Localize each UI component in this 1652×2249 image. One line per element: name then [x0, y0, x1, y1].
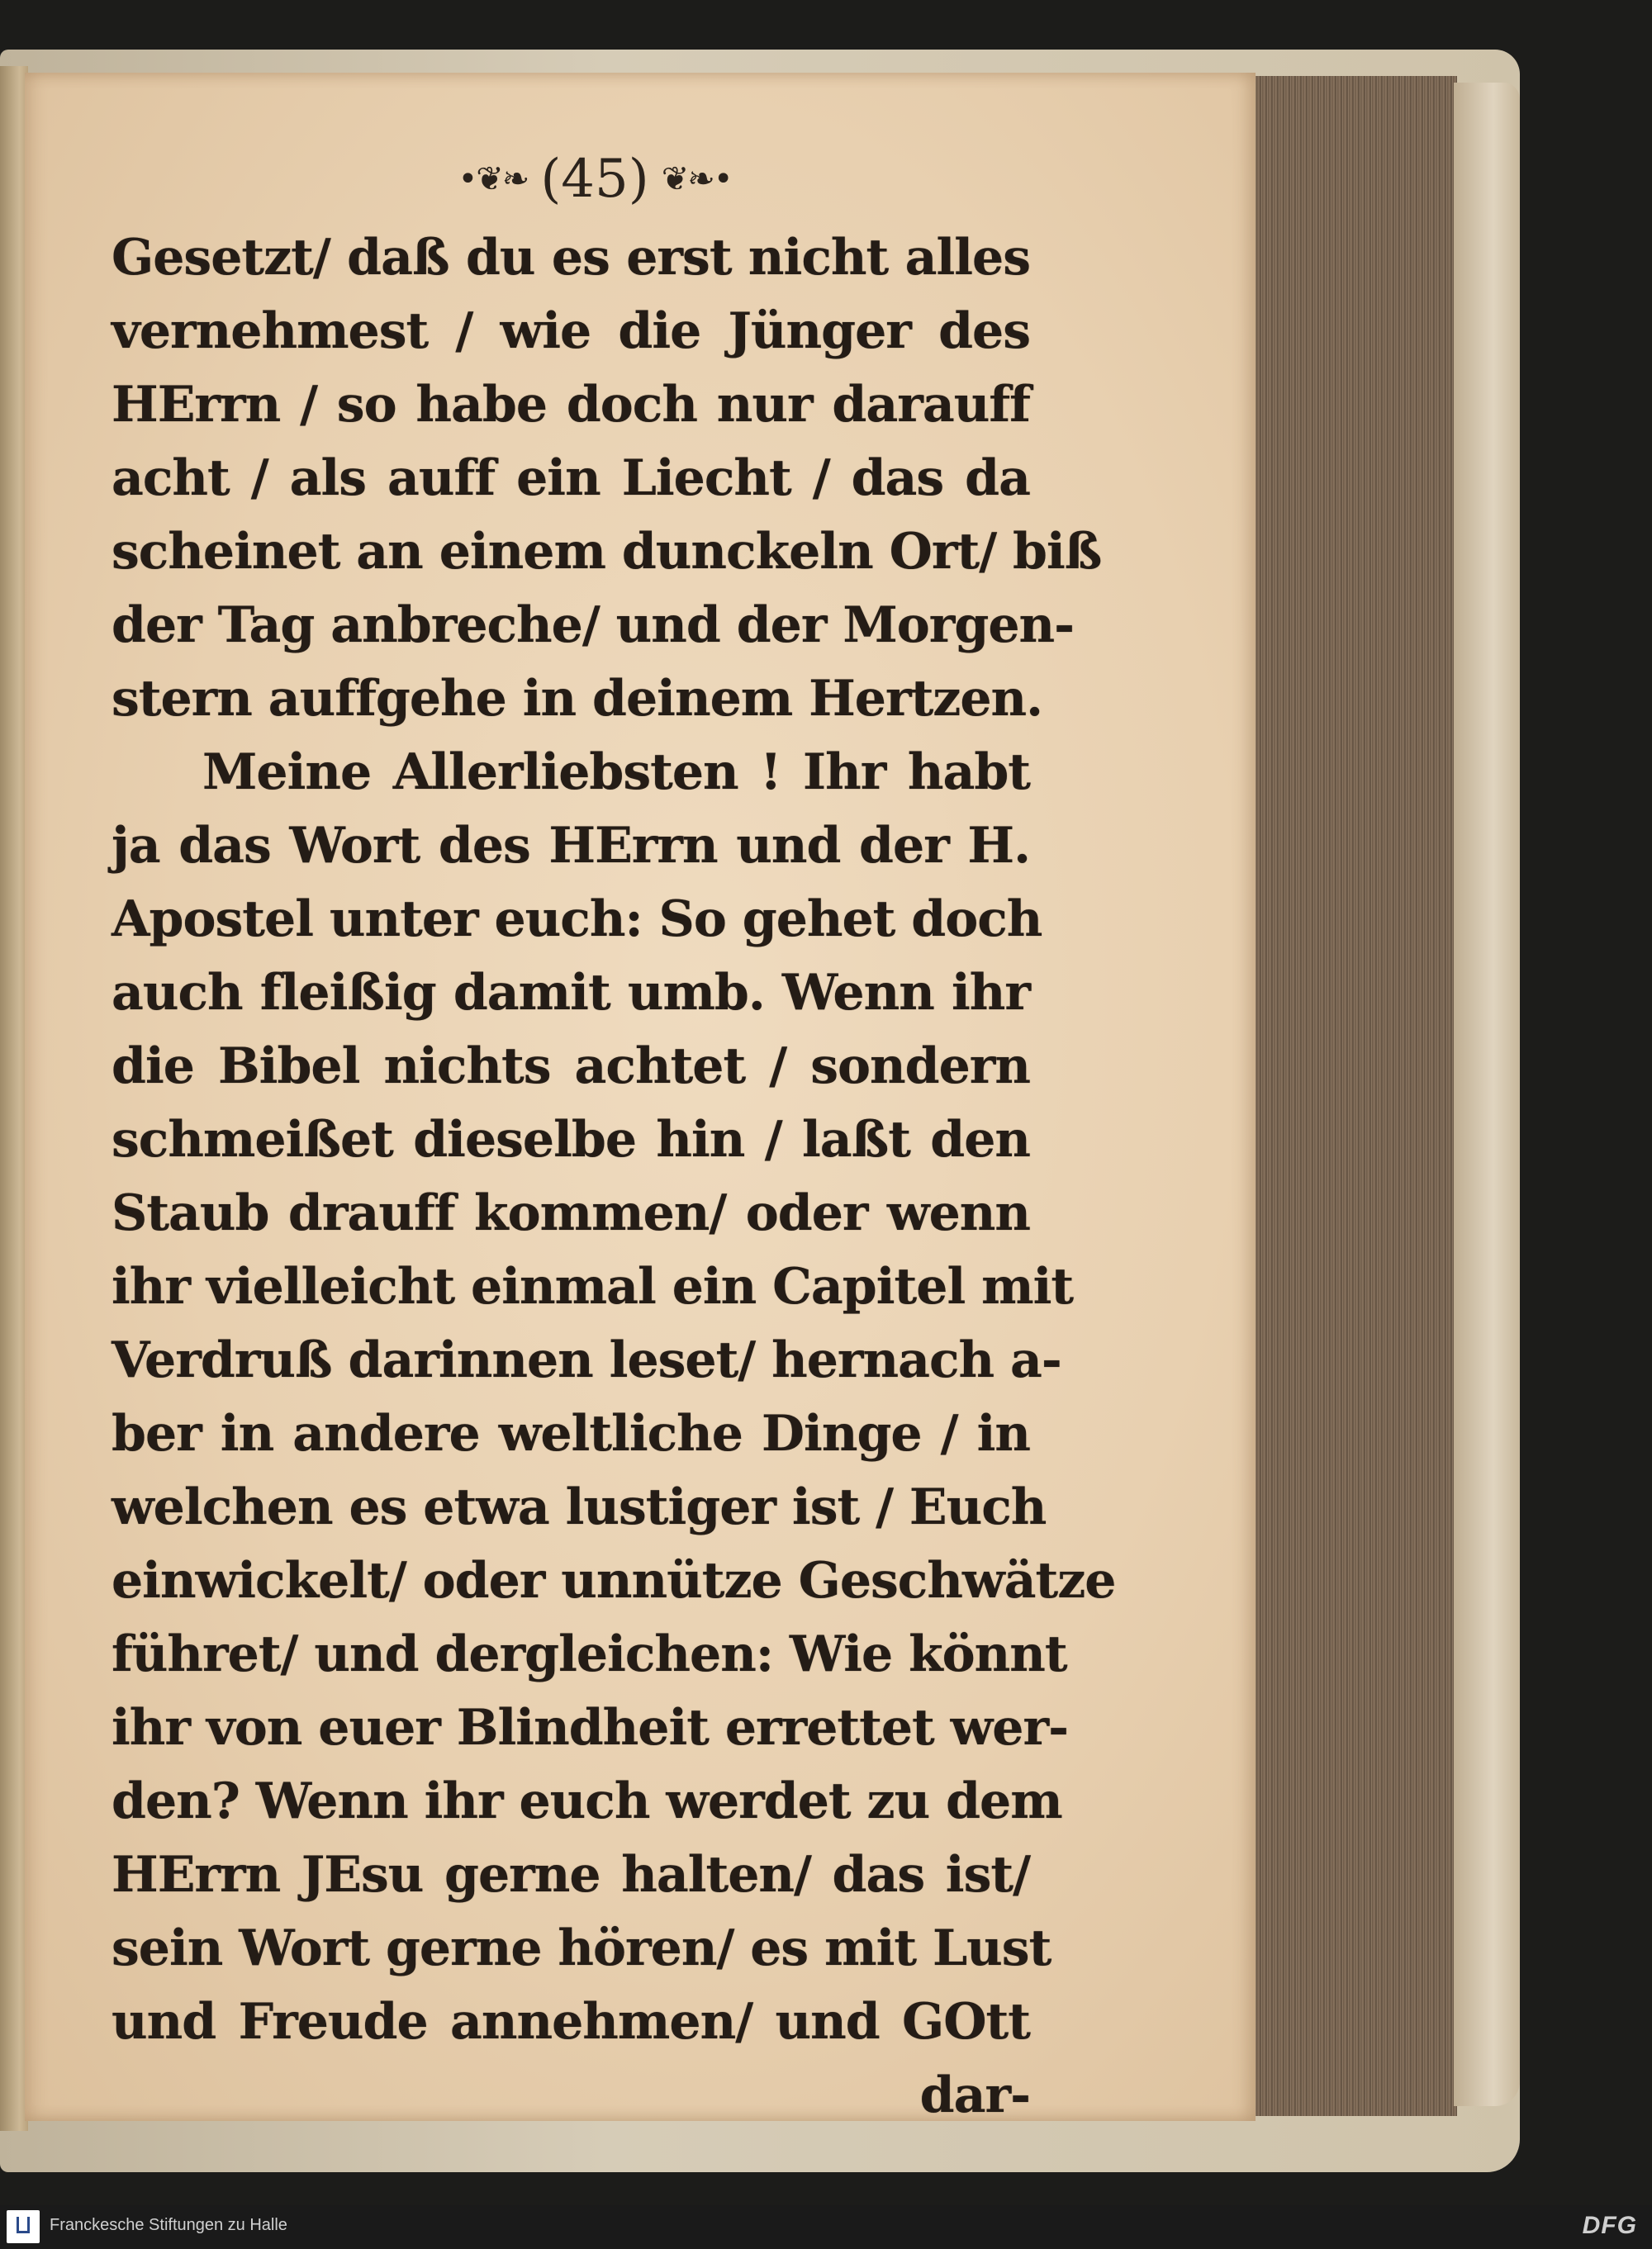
page-header — [388, 149, 801, 215]
text-line: ihr vielleicht einmal ein Capitel mit — [112, 1258, 1074, 1316]
page-text-block — [112, 221, 1116, 2133]
text-line: führet/ und dergleichen: Wie könnt — [112, 1625, 1067, 1683]
facing-page-edge — [0, 66, 28, 2131]
footer-credit: Franckesche Stiftungen zu Halle — [50, 2216, 287, 2234]
book-cover-edge — [1454, 83, 1520, 2106]
ornament-right-icon: ❦❧• — [661, 160, 732, 198]
text-line: Meine Allerliebsten ! Ihr habt — [202, 743, 1030, 801]
text-line: ja das Wort des HErrn und der H. — [112, 817, 1030, 875]
text-line: acht / als auff ein Liecht / das da — [112, 449, 1030, 507]
institution-logo-icon — [7, 2210, 40, 2243]
text-line: vernehmest / wie die Jünger des — [112, 302, 1030, 360]
text-line: ihr von euer Blindheit errettet wer- — [112, 1699, 1068, 1757]
page-block-edges — [1247, 76, 1457, 2116]
page-number: (45) — [540, 149, 649, 210]
text-line: schmeißet dieselbe hin / laßt den — [112, 1111, 1030, 1169]
text-line: die Bibel nichts achtet / sondern — [112, 1037, 1030, 1095]
text-line: Staub drauff kommen/ oder wenn — [112, 1184, 1030, 1242]
text-line: der Tag anbreche/ und der Morgen- — [112, 596, 1075, 654]
text-line: Apostel unter euch: So gehet doch — [112, 890, 1042, 948]
text-line: HErrn / so habe doch nur darauff — [112, 376, 1030, 434]
text-line: auch fleißig damit umb. Wenn ihr — [112, 964, 1030, 1022]
dfg-badge: DFG — [1582, 2212, 1637, 2239]
catchword: dar- — [919, 2066, 1030, 2124]
text-line: stern auffgehe in deinem Hertzen. — [112, 670, 1043, 728]
text-line: Gesetzt/ daß du es erst nicht alles — [112, 229, 1030, 287]
text-line: den? Wenn ihr euch werdet zu dem — [112, 1772, 1062, 1830]
text-line: welchen es etwa lustiger ist / Euch — [112, 1478, 1047, 1536]
viewer-footer-bar — [0, 2205, 1652, 2249]
text-line: Verdruß darinnen leset/ hernach a- — [112, 1331, 1061, 1389]
text-line: scheinet an einem dunckeln Ort/ biß — [112, 523, 1102, 581]
text-line: einwickelt/ oder unnütze Geschwätze — [112, 1552, 1116, 1610]
text-line: ber in andere weltliche Dinge / in — [112, 1405, 1030, 1463]
ornament-left-icon: •❦❧ — [458, 160, 529, 198]
text-line: sein Wort gerne hören/ es mit Lust — [112, 1919, 1051, 1977]
text-line: und Freude annehmen/ und GOtt — [112, 1993, 1030, 2051]
text-line: HErrn JEsu gerne halten/ das ist/ — [112, 1846, 1030, 1904]
